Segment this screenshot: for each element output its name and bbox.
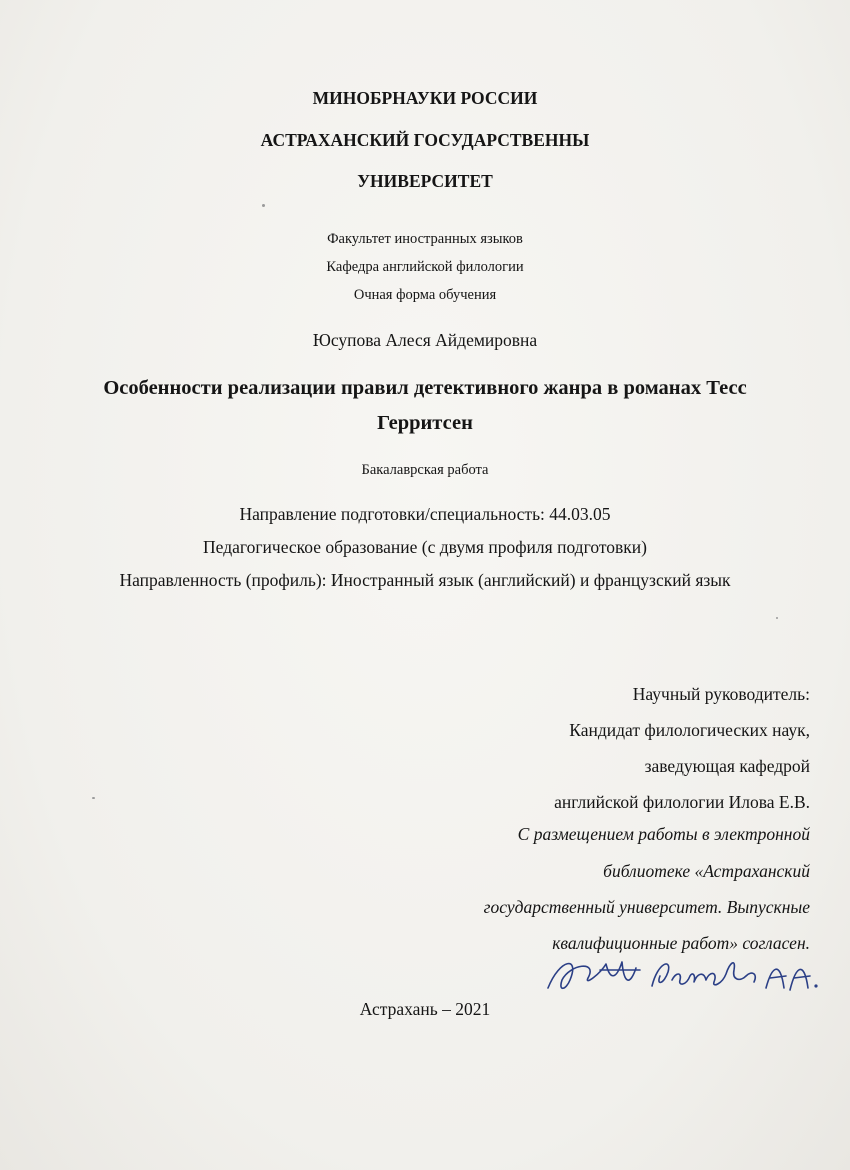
scan-speck bbox=[776, 617, 778, 619]
city-year-footer: Астрахань – 2021 bbox=[359, 999, 491, 1019]
specialty-direction: Направление подготовки/специальность: 44.03.05 bbox=[239, 504, 611, 524]
specialty-profile: Направленность (профиль): Иностранный язык (английский) и французский язык bbox=[119, 570, 731, 590]
consent-line1: С размещением работы в электронной bbox=[517, 824, 810, 844]
university-heading-line1: АСТРАХАНСКИЙ ГОСУДАРСТВЕННЫ bbox=[260, 130, 590, 150]
chair-text: Кафедра английской филологии bbox=[326, 259, 524, 275]
author-name: Юсупова Алеся Айдемировна bbox=[312, 330, 538, 350]
thesis-title-line1: Особенности реализации правил детективного жанра в романах Тесс bbox=[103, 377, 747, 399]
faculty-text: Факультет иностранных языков bbox=[327, 231, 523, 247]
university-heading-line2: УНИВЕРСИТЕТ bbox=[357, 171, 493, 191]
consent-line3: государственный университет. Выпускные bbox=[483, 897, 810, 917]
handwritten-signature bbox=[540, 950, 820, 1000]
study-form-text: Очная форма обучения bbox=[353, 287, 497, 303]
supervisor-name: английской филологии Илова Е.В. bbox=[554, 792, 810, 812]
supervisor-position: заведующая кафедрой bbox=[644, 756, 810, 776]
consent-line4: квалифиционные работ» согласен. bbox=[552, 933, 810, 953]
supervisor-degree: Кандидат филологических наук, bbox=[569, 720, 810, 740]
scan-speck bbox=[92, 797, 95, 799]
consent-line2: библиотеке «Астраханский bbox=[603, 861, 810, 881]
supervisor-label: Научный руководитель: bbox=[632, 684, 810, 704]
specialty-education: Педагогическое образование (с двумя профиля подготовки) bbox=[203, 537, 647, 557]
scan-speck bbox=[262, 204, 265, 207]
work-type: Бакалаврская работа bbox=[361, 462, 489, 478]
thesis-title-line2: Герритсен bbox=[377, 412, 473, 434]
ministry-heading: МИНОБРНАУКИ РОССИИ bbox=[312, 88, 538, 108]
